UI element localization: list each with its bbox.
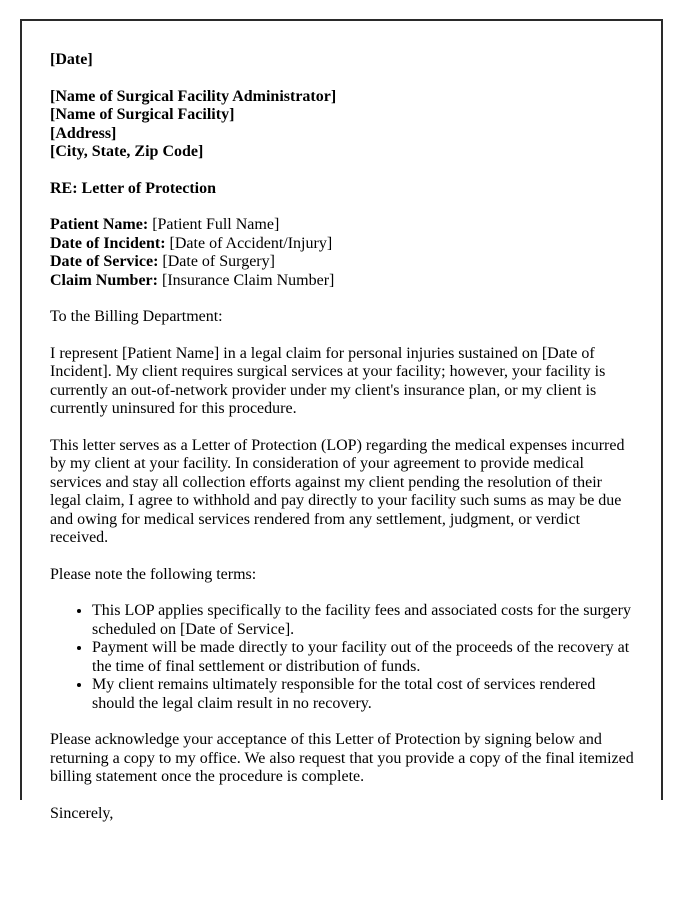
case-field-value: [Date of Accident/Injury] bbox=[169, 234, 333, 252]
case-field-label: Date of Incident: bbox=[50, 234, 166, 252]
recipient-block bbox=[50, 88, 637, 162]
case-field-claim-number bbox=[50, 272, 637, 291]
body-paragraph-terms-intro: Please note the following terms: bbox=[50, 565, 257, 583]
term-item-client-responsible: • My client remains ultimately responsible for the total cost of services rendered should the legal claim result in no recovery. bbox=[92, 676, 637, 713]
recipient-line-facility: [Name of Surgical Facility] bbox=[50, 106, 235, 123]
recipient-line-administrator: [Name of Surgical Facility Administrator] bbox=[50, 87, 337, 105]
case-field-value: [Insurance Claim Number] bbox=[161, 271, 335, 289]
letter-content bbox=[22, 21, 661, 823]
term-item-payment-directly: • Payment will be made directly to your facility out of the proceeds of the recovery at the time of final settlement or distribution of funds. bbox=[92, 639, 637, 676]
body-paragraph-lop-terms: This letter serves as a Letter of Protection (LOP) regarding the medical expenses incurred by my client at your facility. In consideration of your agreement to provide medical services and stay all collection efforts against my client pending the resolution of their legal claim, I agree to withhold and pay directly to your facility such sums as may be due and owing for medical services rendered from any settlement, judgment, or verdict received. bbox=[50, 436, 625, 546]
letter-page-frame bbox=[20, 19, 663, 822]
case-field-label: Claim Number: bbox=[50, 271, 158, 289]
signoff: Sincerely, bbox=[50, 804, 114, 822]
case-field-patient-name bbox=[50, 216, 637, 235]
term-item-facility-fees: • This LOP applies specifically to the facility fees and associated costs for the surgery scheduled on [Date of Service]. bbox=[92, 602, 637, 639]
closing-paragraph: Please acknowledge your acceptance of this Letter of Protection by signing below and returning a copy to my office. We also request that you provide a copy of the final itemized billing statement once the procedure is complete. bbox=[50, 731, 634, 785]
case-field-label: Patient Name: bbox=[50, 216, 149, 233]
body-paragraph-representation: I represent [Patient Name] in a legal claim for personal injuries sustained on [Date of Incident]. My client requires surgical services at your facility; however, your facility is currently an out-of-network provider under my client's insurance plan, or my client is currently uninsured for this procedure. bbox=[50, 344, 606, 417]
terms-list bbox=[50, 602, 637, 713]
case-details-block bbox=[50, 216, 637, 290]
date-line: [Date] bbox=[50, 51, 93, 68]
recipient-line-city-state-zip: [City, State, Zip Code] bbox=[50, 143, 204, 160]
case-field-date-of-incident bbox=[50, 235, 637, 254]
case-field-value: [Patient Full Name] bbox=[152, 216, 280, 233]
case-field-value: [Date of Surgery] bbox=[162, 253, 275, 270]
salutation: To the Billing Department: bbox=[50, 308, 223, 325]
recipient-line-address: [Address] bbox=[50, 124, 117, 142]
case-field-label: Date of Service: bbox=[50, 253, 159, 270]
subject-line: RE: Letter of Protection bbox=[50, 179, 217, 197]
case-field-date-of-service bbox=[50, 253, 637, 272]
